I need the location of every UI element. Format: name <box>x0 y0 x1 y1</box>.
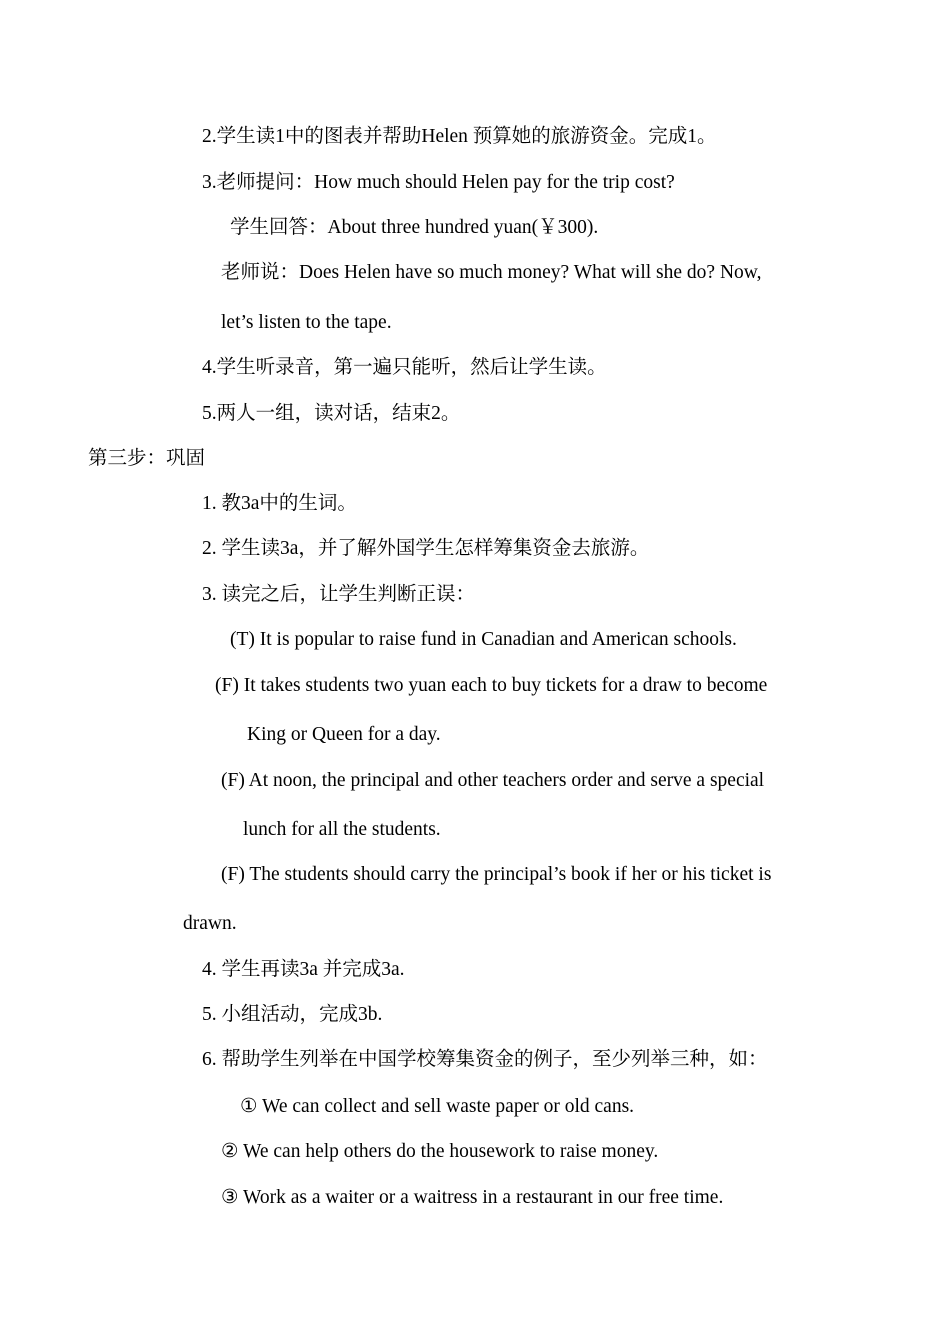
tf-statement-4: (F) The students should carry the principal’s book if her or his ticket is <box>221 864 772 885</box>
step2-item-3-question: 3.老师提问：How much should Helen pay for the trip cost? <box>202 172 675 193</box>
step2-item-3-teacher-says-cont: let’s listen to the tape. <box>221 312 392 333</box>
tf-statement-3-cont: lunch for all the students. <box>243 819 441 840</box>
tf-statement-2: (F) It takes students two yuan each to buy tickets for a draw to become <box>215 675 768 696</box>
step3-item-6: 6. 帮助学生列举在中国学校筹集资金的例子，至少列举三种，如： <box>202 1049 768 1070</box>
tf-statement-2-cont: King or Queen for a day. <box>247 724 441 745</box>
step2-item-5: 5.两人一组，读对话，结束2。 <box>202 403 461 424</box>
step3-item-4: 4. 学生再读3a 并完成3a. <box>202 959 405 980</box>
tf-statement-3: (F) At noon, the principal and other teachers order and serve a special <box>221 770 765 791</box>
step3-item-5: 5. 小组活动，完成3b. <box>202 1004 383 1025</box>
step2-item-2: 2.学生读1中的图表并帮助Helen 预算她的旅游资金。完成1。 <box>202 126 717 147</box>
step3-item-1: 1. 教3a中的生词。 <box>202 493 357 514</box>
step2-item-3-answer: 学生回答：About three hundred yuan(￥300). <box>230 217 599 238</box>
tf-statement-4-cont: drawn. <box>183 913 237 934</box>
example-1: ① We can collect and sell waste paper or old cans. <box>240 1096 635 1117</box>
step2-item-3-teacher-says: 老师说：Does Helen have so much money? What will she do? Now, <box>221 262 762 283</box>
example-3: ③ Work as a waiter or a waitress in a restaurant in our free time. <box>221 1187 724 1208</box>
step3-item-2: 2. 学生读3a，并了解外国学生怎样筹集资金去旅游。 <box>202 538 650 559</box>
step2-item-4: 4.学生听录音，第一遍只能听，然后让学生读。 <box>202 357 607 378</box>
step3-item-3: 3. 读完之后，让学生判断正误： <box>202 584 476 605</box>
tf-statement-1: (T) It is popular to raise fund in Canadian and American schools. <box>230 629 737 650</box>
example-2: ② We can help others do the housework to raise money. <box>221 1141 659 1162</box>
step3-heading: 第三步：巩固 <box>88 448 206 469</box>
